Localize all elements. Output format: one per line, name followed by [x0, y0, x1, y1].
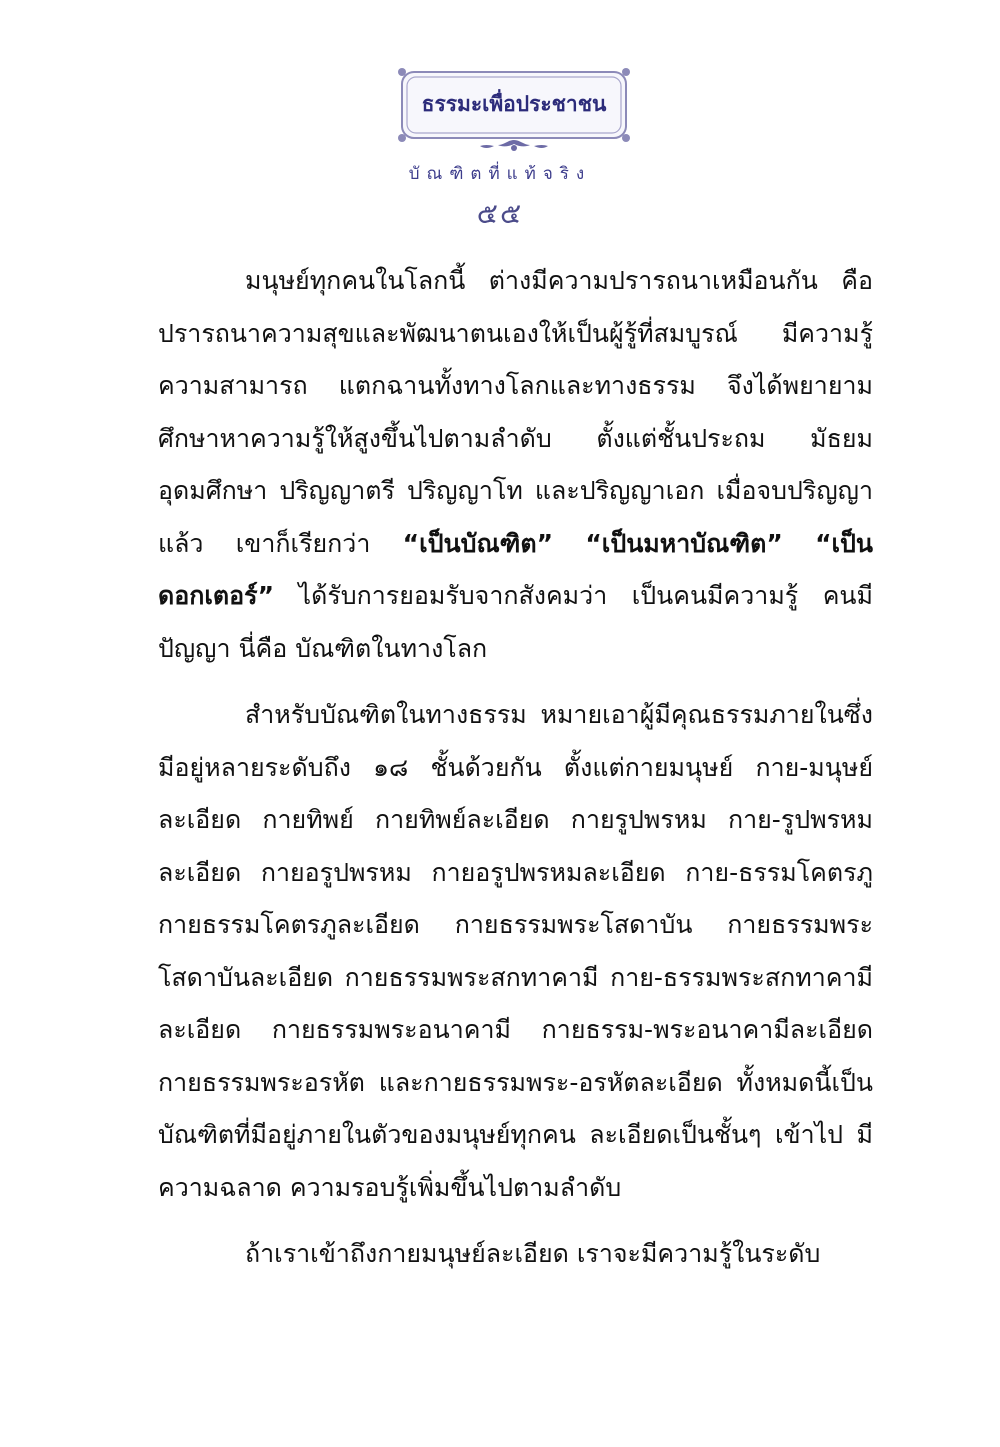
book-logo — [398, 68, 630, 160]
text-run — [553, 529, 585, 558]
bold-term: “เป็นมหาบัณฑิต” — [585, 528, 783, 558]
logo-title: ธรรมะเพื่อประชาชน — [421, 92, 607, 116]
paragraph — [158, 255, 873, 675]
text-run: มนุษย์ทุกคนในโลกนี้ ต่างมีความปรารถนาเหมือนกัน คือ ปรารถนาความสุขและพัฒนาตนเองให้เป็นผู้รู้ที่สมบูรณ์ มีความรู้ความสามารถ แตกฉานทั้งทางโลกและทางธรรม จึงได้พยายามศึกษาหาความรู้ให้สูงขึ้นไปตามลำดับ ตั้งแต่ชั้นประถม มัธยม อุดมศึกษา ปริญญาตรี ปริญญาโท และปริญญาเอก เมื่อจบปริญญาแล้ว เขาก็เรียกว่า — [158, 266, 873, 558]
bold-term: “เป็นบัณฑิต” — [402, 528, 554, 558]
paragraph: สำหรับบัณฑิตในทางธรรม หมายเอาผู้มีคุณธรรมภายในซึ่งมีอยู่หลายระดับถึง ๑๘ ชั้นด้วยกัน ตั้งแต่กายมนุษย์ กาย-มนุษย์ละเอียด กายทิพย์ กายทิพย์ละเอียด กายรูปพรหม กาย-รูปพรหมละเอียด กายอรูปพรหม กายอรูปพรหมละเอียด กาย-ธรรมโคตรภู กายธรรมโคตรภูละเอียด กายธรรมพระโสดาบัน กายธรรมพระโสดาบันละเอียด กายธรรมพระสกทาคามี กาย-ธรรมพระสกทาคามีละเอียด กายธรรมพระอนาคามี กายธรรม-พระอนาคามีละเอียด กายธรรมพระอรหัต และกายธรรมพระ-อรหัตละเอียด ทั้งหมดนี้เป็นบัณฑิตที่มีอยู่ภายในตัวของมนุษย์ทุกคน ละเอียดเป็นชั้นๆ เข้าไป มีความฉลาด ความรอบรู้เพิ่มขึ้นไปตามลำดับ — [158, 700, 873, 1202]
page-header — [0, 60, 1000, 250]
page-number: ๕๕ — [476, 197, 524, 230]
paragraph: ถ้าเราเข้าถึงกายมนุษย์ละเอียด เราจะมีความรู้ในระดับ — [245, 1239, 821, 1268]
chapter-title: บัณฑิตที่แท้จริง — [408, 164, 592, 184]
text-run: ได้รับการยอมรับจากสังคมว่า เป็นคนมีความรู้ คนมีปัญญา นี่คือ บัณฑิตในทางโลก — [158, 581, 873, 663]
text-run — [783, 529, 815, 558]
article-body — [158, 255, 873, 1295]
bold-term: “เป็นดอกเตอร์” — [158, 528, 874, 610]
